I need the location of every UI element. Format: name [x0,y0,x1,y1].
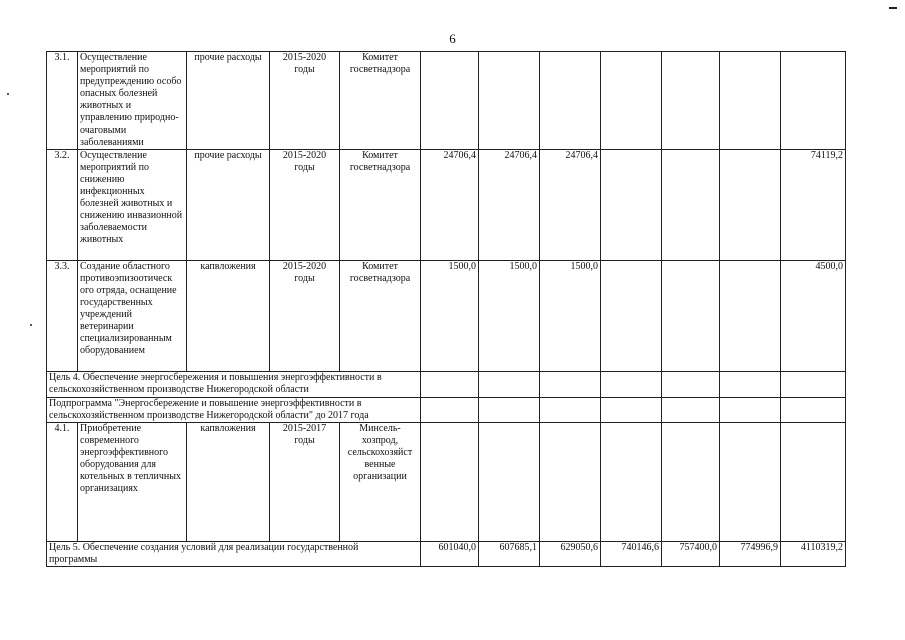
value-cell [540,422,601,541]
goal-4-line-2: сельскохозяйственном производстве Нижегородской области [49,383,309,395]
period: 2015-2020 годы [270,260,340,371]
total-cell [781,52,846,150]
value-cell [479,371,540,397]
value-cell: 1500,0 [540,260,601,371]
value-cell [720,371,781,397]
value-cell: 24706,4 [479,149,540,260]
value-cell [662,371,720,397]
value-cell [720,149,781,260]
period: 2015-2020 годы [270,52,340,150]
value-cell: 774996,9 [720,541,781,566]
value-cell [421,371,479,397]
value-cell [601,397,662,422]
table-row [47,149,846,260]
page-number: 6 [449,31,456,46]
value-cell [720,52,781,150]
value-cell: 757400,0 [662,541,720,566]
goal-5-line-2: программы [49,554,98,566]
total-cell: 74119,2 [781,149,846,260]
total-cell [781,397,846,422]
value-cell [479,422,540,541]
value-cell [662,260,720,371]
scan-edge-mark [889,7,897,9]
subprogram-line-2: сельскохозяйственном производстве Нижегородской области" до 2017 года [49,409,369,421]
goal-row [47,371,846,397]
value-cell: 629050,6 [540,541,601,566]
value-cell: 24706,4 [421,149,479,260]
value-cell [601,149,662,260]
scan-speck [30,324,32,326]
goal-row [47,541,846,566]
value-cell [662,397,720,422]
goal-4-line-1: Цель 4. Обеспечение энергосбережения и повышения энергоэффективности в [49,371,382,383]
value-cell [720,397,781,422]
value-cell [540,371,601,397]
table-row [47,52,846,150]
subprogram-row [47,397,846,422]
value-cell [540,397,601,422]
value-cell [601,260,662,371]
goal-5-line-1: Цель 5. Обеспечение создания условий для реализации государственной [49,541,359,553]
executor: Комитет госветнадзора [340,52,421,150]
executor: Комитет госветнадзора [340,149,421,260]
executor: Комитет госветнадзора [340,260,421,371]
value-cell [601,422,662,541]
value-cell [662,149,720,260]
subprogram-text [47,397,421,422]
value-cell: 740146,6 [601,541,662,566]
value-cell [421,52,479,150]
value-cell [540,52,601,150]
goal-4-text [47,371,421,397]
value-cell [662,52,720,150]
value-cell [720,422,781,541]
measure-name: Приобретение современного энергоэффективного оборудования для котельных в тепличных организациях [78,422,187,541]
value-cell [479,397,540,422]
value-cell: 601040,0 [421,541,479,566]
measure-name: Осуществление мероприятий по снижению инфекционных болезней животных и снижению инвазионной заболеваемости животных [78,149,187,260]
row-number: 3.3. [47,260,78,371]
expense-type: прочие расходы [187,149,270,260]
table-row [47,260,846,371]
subprogram-line-1: Подпрограмма "Энергосбережение и повышение энергоэффективности в [49,397,362,409]
row-number: 3.1. [47,52,78,150]
value-cell: 1500,0 [421,260,479,371]
value-cell [601,371,662,397]
value-cell [479,52,540,150]
period: 2015-2017 годы [270,422,340,541]
value-cell [421,397,479,422]
total-cell: 4110319,2 [781,541,846,566]
expense-type: прочие расходы [187,52,270,150]
expense-type: капвложения [187,422,270,541]
value-cell [662,422,720,541]
row-number: 3.2. [47,149,78,260]
value-cell [601,52,662,150]
expense-type: капвложения [187,260,270,371]
value-cell [720,260,781,371]
value-cell: 24706,4 [540,149,601,260]
program-table [46,51,846,567]
measure-name: Создание областного противоэпизоотическ ого отряда, оснащение государственных учреждений ветеринарии специализированным оборудованием [78,260,187,371]
table-row [47,422,846,541]
executor: Минсель-хозпрод, сельскохозяйст венные организации [340,422,421,541]
value-cell: 1500,0 [479,260,540,371]
row-number: 4.1. [47,422,78,541]
period: 2015-2020 годы [270,149,340,260]
total-cell: 4500,0 [781,260,846,371]
goal-5-text [47,541,421,566]
value-cell [421,422,479,541]
scan-speck [7,93,9,95]
total-cell [781,422,846,541]
total-cell [781,371,846,397]
value-cell: 607685,1 [479,541,540,566]
measure-name: Осуществление мероприятий по предупреждению особо опасных болезней животных и управлению природно-очаговыми заболеваниями [78,52,187,150]
